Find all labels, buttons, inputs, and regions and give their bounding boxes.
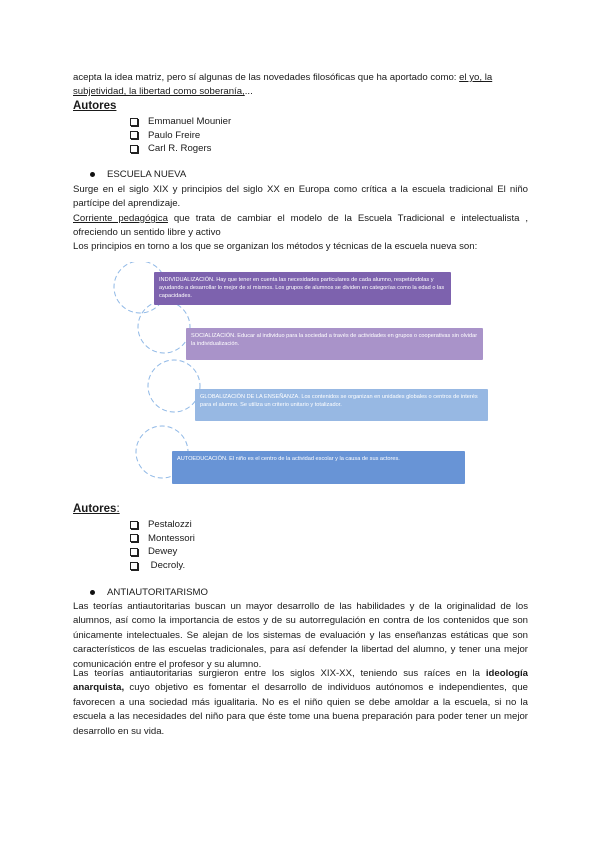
diagram-circle — [148, 360, 200, 412]
list-item: Carl R. Rogers — [130, 142, 231, 156]
list-item: Decroly. — [130, 559, 195, 573]
list-item: Emmanuel Mounier — [130, 115, 231, 129]
autores-list-1 — [130, 115, 231, 156]
bullet-icon — [90, 172, 95, 177]
checkbox-bullet-icon — [130, 118, 138, 126]
checkbox-bullet-icon — [130, 145, 138, 153]
checkbox-bullet-icon — [130, 131, 138, 139]
antiautoritarismo-heading: ANTIAUTORITARISMO — [90, 587, 208, 598]
intro-text: acepta la idea matriz, pero sí algunas de las novedades filosóficas que ha aportado como: — [73, 72, 460, 83]
list-item: Pestalozzi — [130, 518, 195, 532]
list-item: Paulo Freire — [130, 129, 231, 143]
autores-heading-2: Autores: — [73, 503, 120, 515]
principle-socializacion: SOCIALIZACIÓN. Educar al individuo para la sociedad a través de actividades en grupos o cooperativas sin olvidar la individualización. — [186, 328, 483, 360]
intro-underlined-2: subjetividad, la libertad como soberanía, — [73, 86, 245, 97]
checkbox-bullet-icon — [130, 562, 138, 570]
escuela-nueva-p1: Surge en el siglo XIX y principios del siglo XX en Europa como crítica a la escuela tradicional El niño partícipe del aprendizaje. — [73, 184, 528, 210]
list-item: Dewey — [130, 545, 195, 559]
antiautoritarismo-p1: Las teorías antiautoritarias buscan un mayor desarrollo de las habilidades y de la originalidad de los alumnos, así como la importancia de estos y de su autorregulación en contra de los contenidos que son únicamente intelectuales. Se alejan de los sistemas de evaluación y las enseñanzas estáticas que son característicos de las escuelas tradicionales, para así defender la libertad del alumno, y tener una mejor comunicación entre el profesor y su alumno. — [73, 601, 528, 670]
list-item: Montessori — [130, 532, 195, 546]
intro-underlined-1: el yo, la — [459, 72, 493, 83]
escuela-nueva-p2: Corriente pedagógica que trata de cambiar el modelo de la Escuela Tradicional e intelectualista , ofreciendo un sentido libre y activo — [73, 213, 528, 239]
checkbox-bullet-icon — [130, 548, 138, 556]
antiautoritarismo-p2: Las teorías antiautoritarias surgieron entre los siglos XIX-XX, teniendo sus raíces en la ideología anarquista, cuyo objetivo es fomentar el desarrollo de individuos autónomos e independientes, que favorecen a una sociedad más igualitaria. No es el niño quien se debe amoldar a la escuela, si no la escuela a las necesidades del niño para que éste tome una buena preparación para poder tener un mejor desarrollo en su vida. — [73, 668, 528, 737]
autores-heading-1: Autores — [73, 100, 117, 112]
checkbox-bullet-icon — [130, 534, 138, 542]
principle-individualizacion: INDIVIDUALIZACIÓN. Hay que tener en cuenta las necesidades particulares de cada alumno, respetándolas y ayudando a desarrollar lo mejor de sí mismos. Los grupos de alumnos se dividen en categorías como la edad o las capacidades. — [154, 272, 451, 305]
intro-line-1 — [73, 72, 528, 84]
checkbox-bullet-icon — [130, 521, 138, 529]
principle-autoeducacion: AUTOEDUCACIÓN. El niño es el centro de la actividad escolar y la causa de sus actores. — [172, 451, 465, 484]
intro-line-2 — [73, 86, 253, 98]
escuela-nueva-p3: Los principios en torno a los que se organizan los métodos y técnicas de la escuela nueva son: — [73, 241, 478, 252]
escuela-nueva-heading: ESCUELA NUEVA — [90, 169, 186, 180]
intro-trailing: ... — [244, 86, 253, 97]
diagram-circle — [138, 301, 190, 353]
bullet-icon — [90, 590, 95, 595]
principles-diagram — [112, 262, 492, 492]
autores-list-2 — [130, 518, 195, 572]
principle-globalizacion: GLOBALIZACIÓN DE LA ENSEÑANZA. Los contenidos se organizan en unidades globales o centros de interés para el alumno. Se utiliza un criterio unitario y totalizador. — [195, 389, 488, 421]
